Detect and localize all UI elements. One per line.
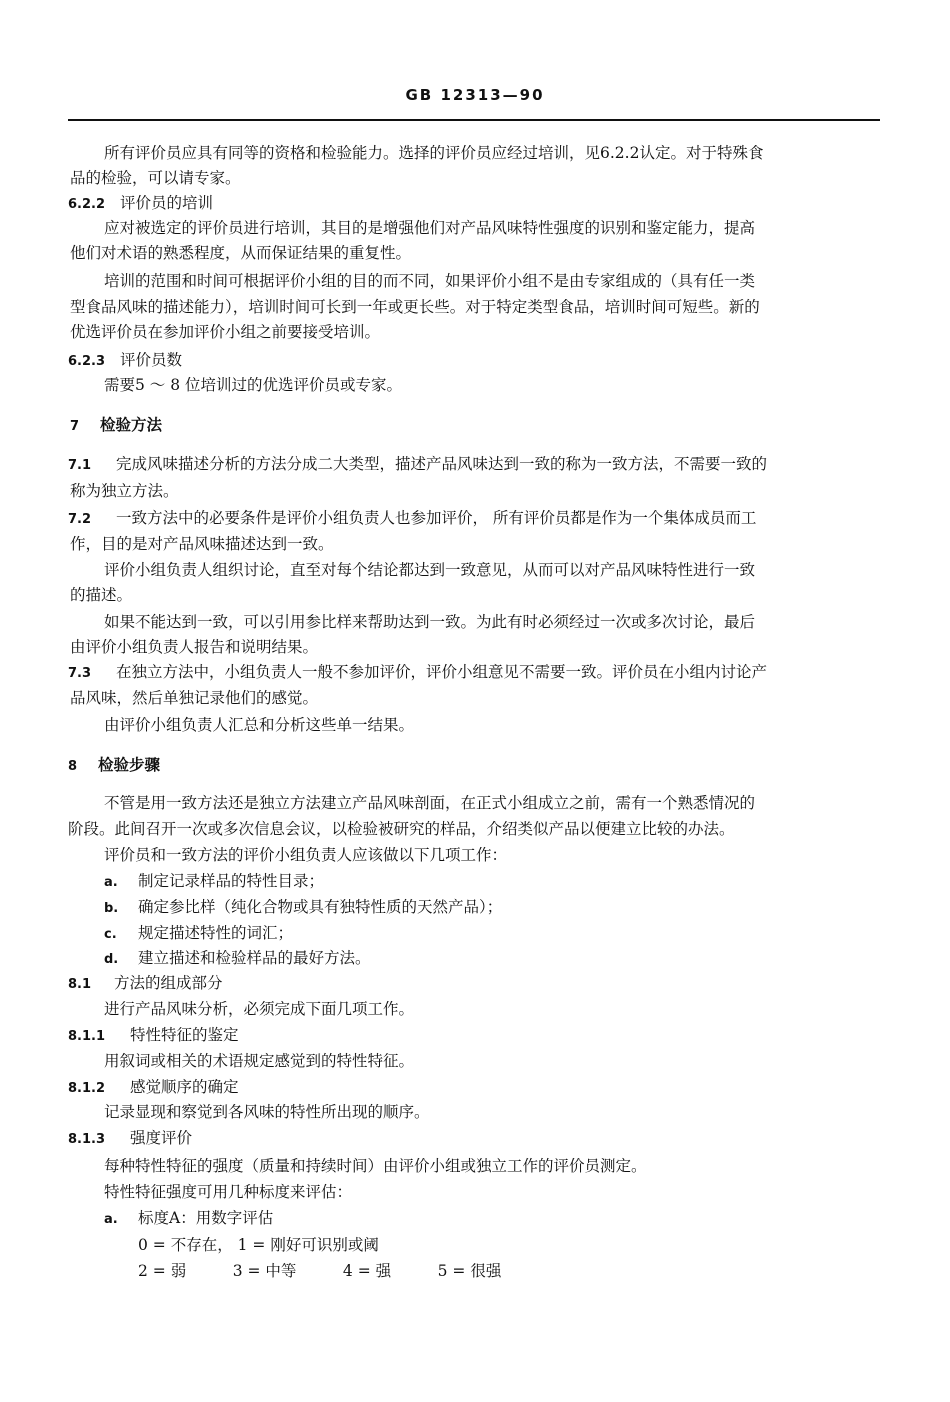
paragraph-line: 评价员和一致方法的评价小组负责人应该做以下几项工作： xyxy=(104,846,508,864)
section-heading-6-2-2: 6.2.2 评价员的培训 xyxy=(68,194,214,212)
paragraph-line: 所有评价员应具有同等的资格和检验能力。选择的评价员应经过培训，见6.2.2认定。对于特殊食 xyxy=(104,144,764,162)
section-heading-7-1: 7.1 完成风味描述分析的方法分成二大类型，描述产品风味达到一致的称为一致方法，不需要一致的 xyxy=(68,455,768,473)
list-item: a. 标度A：用数字评估 xyxy=(104,1209,274,1227)
paragraph-line: 评价小组负责人组织讨论，直至对每个结论都达到一致意见，从而可以对产品风味特性进行一致 xyxy=(104,561,756,579)
list-item: c. 规定描述特性的词汇； xyxy=(104,924,294,942)
paragraph-line: 的描述。 xyxy=(70,586,133,604)
paragraph-line: 优选评价员在参加评价小组之前要接受培训。 xyxy=(70,323,381,341)
section-heading-8-1-2: 8.1.2 感觉顺序的确定 xyxy=(68,1078,239,1096)
paragraph-line: 品风味，然后单独记录他们的感觉。 xyxy=(70,689,319,707)
section-heading-8-1: 8.1 方法的组成部分 xyxy=(68,974,223,992)
paragraph-line: 记录显现和察觉到各风味的特性所出现的顺序。 xyxy=(104,1103,430,1121)
paragraph-line: 用叙词或相关的术语规定感觉到的特性特征。 xyxy=(104,1052,415,1070)
paragraph-line: 阶段。此间召开一次或多次信息会议，以检验被研究的样品，介绍类似产品以便建立比较的办法。 xyxy=(68,820,735,838)
section-heading-8-1-1: 8.1.1 特性特征的鉴定 xyxy=(68,1026,239,1044)
paragraph-line: 他们对术语的熟悉程度，从而保证结果的重复性。 xyxy=(70,244,412,262)
paragraph-line: 品的检验，可以请专家。 xyxy=(70,169,241,187)
scale-line: 2 = 弱 3 = 中等 4 = 强 5 = 很强 xyxy=(138,1262,502,1280)
section-heading-7-2: 7.2 一致方法中的必要条件是评价小组负责人也参加评价， 所有评价员都是作为一个集体成员而工 xyxy=(68,509,757,527)
section-heading-8-1-3: 8.1.3 强度评价 xyxy=(68,1129,193,1147)
paragraph-line: 应对被选定的评价员进行培训，其目的是增强他们对产品风味特性强度的识别和鉴定能力，提高 xyxy=(104,219,756,237)
section-heading-6-2-3: 6.2.3 评价员数 xyxy=(68,351,183,369)
paragraph-line: 如果不能达到一致，可以引用参比样来帮助达到一致。为此有时必须经过一次或多次讨论，最后 xyxy=(104,613,756,631)
paragraph-line: 称为独立方法。 xyxy=(70,482,179,500)
section-heading-7: 7 检验方法 xyxy=(70,416,163,434)
paragraph-line: 不管是用一致方法还是独立方法建立产品风味剖面，在正式小组成立之前，需有一个熟悉情况的 xyxy=(104,794,756,812)
paragraph-line: 型食品风味的描述能力），培训时间可长到一年或更长些。对于特定类型食品，培训时间可短些。新的 xyxy=(70,298,760,316)
paragraph-line: 每种特性特征的强度（质量和持续时间）由评价小组或独立工作的评价员测定。 xyxy=(104,1157,647,1175)
paragraph-line: 特性特征强度可用几种标度来评估： xyxy=(104,1183,353,1201)
paragraph-line: 进行产品风味分析，必须完成下面几项工作。 xyxy=(104,1000,415,1018)
list-item: b. 确定参比样（纯化合物或具有独特性质的天然产品）； xyxy=(104,898,503,916)
paragraph-line: 由评价小组负责人汇总和分析这些单一结果。 xyxy=(104,716,415,734)
header-rule xyxy=(68,119,880,121)
scale-line: 0 = 不存在， 1 = 刚好可识别或阈 xyxy=(138,1236,379,1254)
list-item: a. 制定记录样品的特性目录； xyxy=(104,872,325,890)
section-heading-8: 8 检验步骤 xyxy=(68,756,161,774)
paragraph-line: 由评价小组负责人报告和说明结果。 xyxy=(70,638,319,656)
document-header-code: GB 12313—90 xyxy=(405,86,545,104)
list-item: d. 建立描述和检验样品的最好方法。 xyxy=(104,949,371,967)
paragraph-line: 作，目的是对产品风味描述达到一致。 xyxy=(70,535,334,553)
section-heading-7-3: 7.3 在独立方法中，小组负责人一般不参加评价，评价小组意见不需要一致。评价员在小组内讨论产 xyxy=(68,663,768,681)
paragraph-line: 需要5 ～ 8 位培训过的优选评价员或专家。 xyxy=(104,376,403,394)
paragraph-line: 培训的范围和时间可根据评价小组的目的而不同，如果评价小组不是由专家组成的（具有任一类 xyxy=(104,272,756,290)
